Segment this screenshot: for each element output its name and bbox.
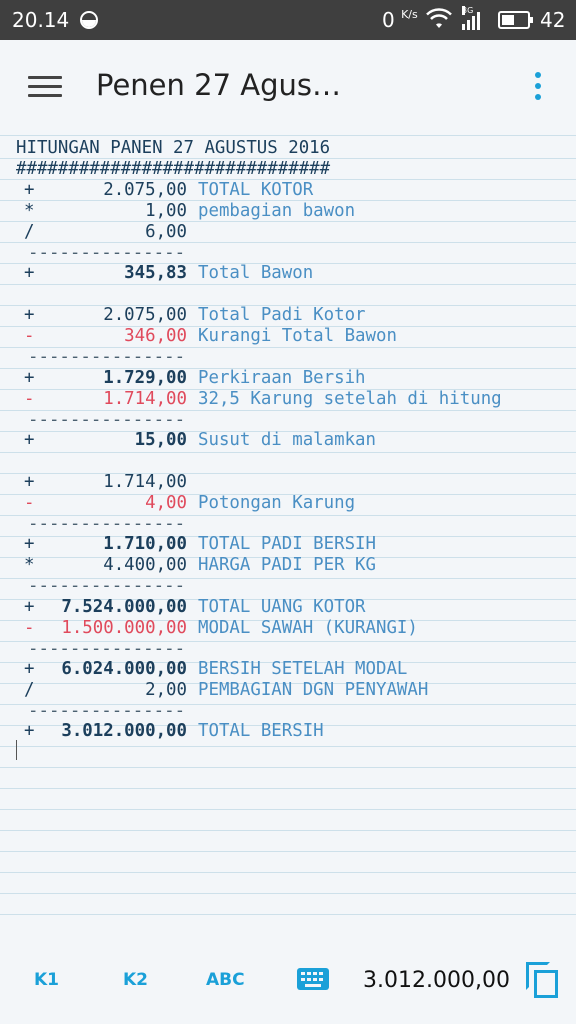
k1-button[interactable]: K1 <box>34 970 60 990</box>
row-label: PEMBAGIAN DGN PENYAWAH <box>198 680 429 700</box>
row-label: TOTAL KOTOR <box>198 180 314 200</box>
row-operator: / <box>24 680 35 700</box>
row-value: 4.400,00 <box>103 555 187 575</box>
dash-separator: --------------- <box>28 701 186 721</box>
row-value: 1.710,00 <box>103 534 187 554</box>
signal-icon: 3G <box>462 10 480 30</box>
row-operator: + <box>24 659 35 679</box>
dash-separator: --------------- <box>28 576 186 596</box>
k2-button[interactable]: K2 <box>123 970 149 990</box>
row-operator: / <box>24 222 35 242</box>
network-speed: 0 $^{K/s}$ <box>382 8 418 32</box>
row-operator: - <box>24 326 35 346</box>
row-label: TOTAL UANG KOTOR <box>198 597 366 617</box>
row-label: Total Padi Kotor <box>198 305 366 325</box>
row-value: 6.024.000,00 <box>61 659 187 679</box>
dash-separator: --------------- <box>28 347 186 367</box>
row-value: 345,83 <box>124 263 187 283</box>
row-value: 7.524.000,00 <box>61 597 187 617</box>
row-value: 6,00 <box>145 222 187 242</box>
row-operator: + <box>24 430 35 450</box>
row-value: 1.714,00 <box>103 389 187 409</box>
row-operator: * <box>24 201 35 221</box>
copy-icon[interactable] <box>526 962 560 998</box>
row-value: 15,00 <box>134 430 187 450</box>
row-label: HARGA PADI PER KG <box>198 555 376 575</box>
battery-level: 42 <box>540 8 566 32</box>
document-heading: HITUNGAN PANEN 27 AGUSTUS 2016 <box>16 138 331 158</box>
row-value: 4,00 <box>145 493 187 513</box>
keyboard-icon[interactable] <box>297 968 329 990</box>
row-value: 3.012.000,00 <box>61 721 187 741</box>
row-operator: + <box>24 305 35 325</box>
dash-separator: --------------- <box>28 514 186 534</box>
clock: 20.14 <box>12 8 70 32</box>
row-label: TOTAL BERSIH <box>198 721 324 741</box>
text-cursor <box>16 740 17 760</box>
row-operator: + <box>24 721 35 741</box>
row-operator: + <box>24 368 35 388</box>
row-value: 2.075,00 <box>103 305 187 325</box>
calculation-editor[interactable] <box>0 132 576 932</box>
row-value: 2,00 <box>145 680 187 700</box>
menu-icon[interactable] <box>28 76 62 98</box>
row-operator: + <box>24 597 35 617</box>
row-operator: + <box>24 472 35 492</box>
do-not-disturb-icon <box>80 11 98 29</box>
row-label: 32,5 Karung setelah di hitung <box>198 389 502 409</box>
row-operator: + <box>24 263 35 283</box>
row-label: Potongan Karung <box>198 493 356 513</box>
row-operator: - <box>24 618 35 638</box>
hash-separator: ############################## <box>16 159 331 179</box>
row-operator: - <box>24 389 35 409</box>
row-value: 1.729,00 <box>103 368 187 388</box>
dash-separator: --------------- <box>28 639 186 659</box>
row-operator: + <box>24 180 35 200</box>
abc-button[interactable]: ABC <box>206 970 245 990</box>
row-label: MODAL SAWAH (KURANGI) <box>198 618 418 638</box>
row-operator: * <box>24 555 35 575</box>
row-label: pembagian bawon <box>198 201 356 221</box>
row-label: Susut di malamkan <box>198 430 376 450</box>
wifi-icon <box>426 8 452 35</box>
row-label: Kurangi Total Bawon <box>198 326 397 346</box>
battery-icon <box>498 11 530 29</box>
row-value: 1.500.000,00 <box>61 618 187 638</box>
row-label: TOTAL PADI BERSIH <box>198 534 376 554</box>
app-bar <box>0 40 576 132</box>
page-title: Penen 27 Agus… <box>96 68 341 102</box>
row-label: Perkiraan Bersih <box>198 368 366 388</box>
row-value: 346,00 <box>124 326 187 346</box>
dash-separator: --------------- <box>28 243 186 263</box>
row-value: 2.075,00 <box>103 180 187 200</box>
dash-separator: --------------- <box>28 410 186 430</box>
row-label: Total Bawon <box>198 263 314 283</box>
status-bar <box>0 0 576 40</box>
row-label: BERSIH SETELAH MODAL <box>198 659 408 679</box>
row-operator: - <box>24 493 35 513</box>
bottom-toolbar <box>0 932 576 1024</box>
row-value: 1,00 <box>145 201 187 221</box>
result-value: 3.012.000,00 <box>363 968 510 993</box>
row-operator: + <box>24 534 35 554</box>
more-options-icon[interactable] <box>530 72 546 100</box>
row-value: 1.714,00 <box>103 472 187 492</box>
